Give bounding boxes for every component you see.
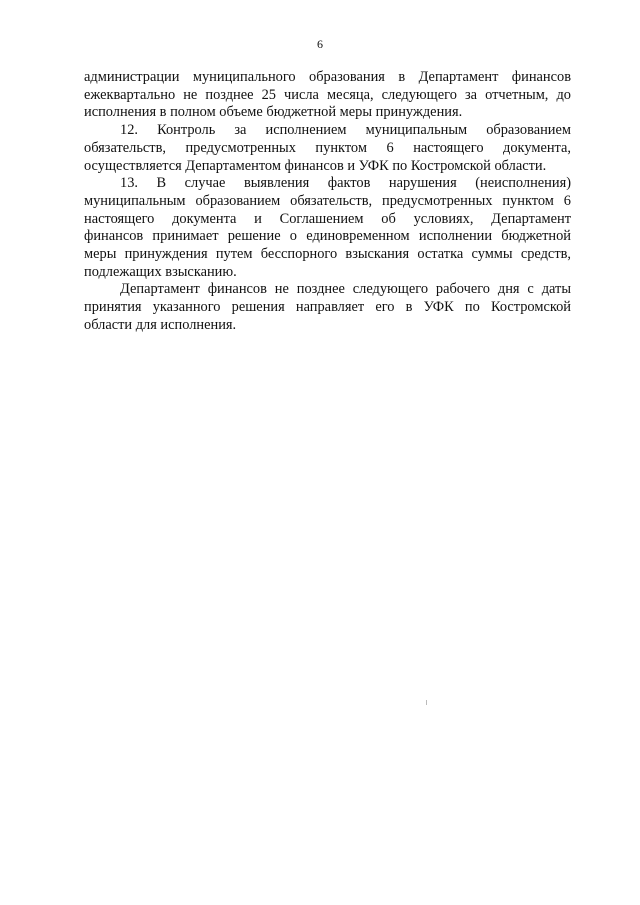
text-line: меры принуждения путем бесспорного взыскания остатка суммы средств, — [84, 246, 571, 263]
text-line: 13. В случае выявления фактов нарушения (неисполнения) — [120, 175, 571, 192]
paragraph-item-13 — [84, 175, 571, 281]
document-body — [84, 69, 571, 335]
text-line: обязательств, предусмотренных пунктом 6 настоящего документа, — [84, 139, 571, 156]
text-line: 12. Контроль за исполнением муниципальным образованием — [120, 122, 571, 139]
text-line: принятия указанного решения направляет его в УФК по Костромской — [84, 299, 571, 316]
paragraph-department-decision — [84, 281, 571, 334]
text-line: финансов принимает решение о единовременном исполнении бюджетной — [84, 228, 571, 245]
text-line: настоящего документа и Соглашением об условиях, Департамент — [84, 210, 571, 227]
text-line: муниципальным образованием обязательств, предусмотренных пунктом 6 — [84, 192, 571, 209]
text-line: осуществляется Департаментом финансов и УФК по Костромской области. — [84, 157, 547, 174]
scan-speck — [426, 700, 427, 705]
text-line: администрации муниципального образования в Департамент финансов — [84, 69, 571, 85]
page-number: 6 — [317, 37, 323, 51]
text-line: ежеквартально не позднее 25 числа месяца, следующего за отчетным, до — [84, 86, 571, 103]
text-line: Департамент финансов не позднее следующего рабочего дня с даты — [120, 281, 571, 298]
paragraph-continuation — [84, 69, 571, 122]
text-line: области для исполнения. — [84, 316, 237, 333]
paragraph-item-12 — [84, 122, 571, 175]
text-line: подлежащих взысканию. — [84, 263, 237, 280]
text-line: исполнения в полном объеме бюджетной меры принуждения. — [84, 104, 463, 121]
